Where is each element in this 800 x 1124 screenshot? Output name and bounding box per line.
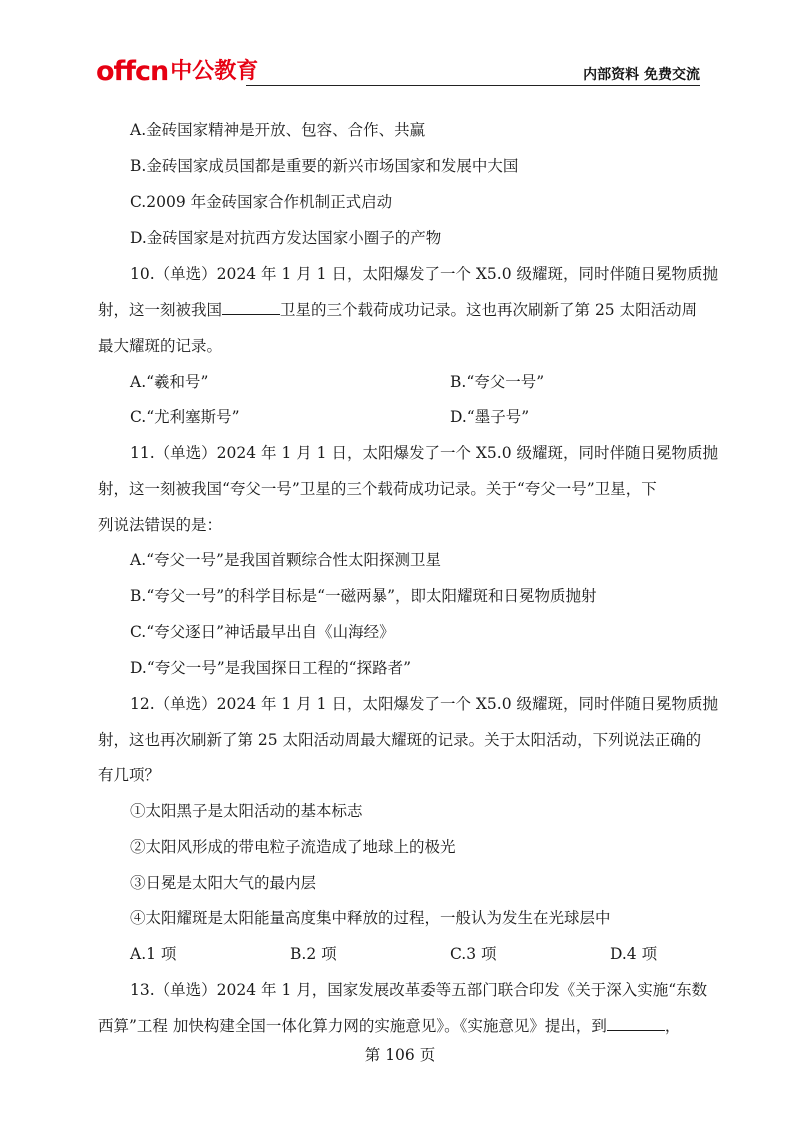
- q12-stem-line-1: 12.（单选）2024 年 1 月 1 日，太阳爆发了一个 X5.0 级耀斑，同时伴随日冕物质抛: [130, 695, 718, 713]
- q12-option-b: B.2 项: [290, 945, 337, 963]
- q12-option-a: A.1 项: [130, 945, 177, 963]
- q13-stem-line-2-before: 西算”工程 加快构建全国一体化算力网的实施意见》。《实施意见》提出，到: [98, 1017, 607, 1035]
- q9-option-a: A.金砖国家精神是开放、包容、合作、共赢: [130, 121, 426, 139]
- q10-option-c: C.“尤利塞斯号”: [130, 408, 240, 426]
- q10-stem-line-3: 最大耀斑的记录。: [98, 337, 223, 355]
- q11-option-d: D.“夸父一号”是我国探日工程的“探路者”: [130, 659, 411, 677]
- q12-statement-2: ②太阳风形成的带电粒子流造成了地球上的极光: [130, 838, 456, 856]
- q10-stem-line-2: [98, 300, 697, 320]
- q12-statement-1: ①太阳黑子是太阳活动的基本标志: [130, 802, 363, 820]
- q10-stem-line-1: 10.（单选）2024 年 1 月 1 日，太阳爆发了一个 X5.0 级耀斑，同时伴随日冕物质抛: [130, 265, 718, 283]
- q10-option-b: B.“夸父一号”: [450, 373, 545, 391]
- q12-stem-line-3: 有几项？: [98, 766, 161, 784]
- page-number: 第 106 页: [364, 1046, 436, 1064]
- q9-option-b: B.金砖国家成员国都是重要的新兴市场国家和发展中大国: [130, 157, 519, 175]
- offcn-logo: [96, 58, 258, 86]
- q11-stem-line-3: 列说法错误的是：: [98, 516, 223, 534]
- q12-option-c: C.3 项: [450, 945, 497, 963]
- header-note: 内部资料 免费交流: [583, 67, 700, 83]
- q11-option-b: B.“夸父一号”的科学目标是“一磁两暴”，即太阳耀斑和日冕物质抛射: [130, 587, 597, 605]
- q10-option-d: D.“墨子号”: [450, 408, 530, 426]
- q11-stem-line-1: 11.（单选）2024 年 1 月 1 日，太阳爆发了一个 X5.0 级耀斑，同时伴随日冕物质抛: [130, 444, 718, 462]
- q10-option-a: A.“羲和号”: [130, 373, 209, 391]
- q12-stem-line-2: 射，这也再次刷新了第 25 太阳活动周最大耀斑的记录。关于太阳活动，下列说法正确的: [98, 731, 702, 749]
- q9-option-d: D.金砖国家是对抗西方发达国家小圈子的产物: [130, 229, 442, 247]
- q11-option-c: C.“夸父逐日”神话最早出自《山海经》: [130, 623, 395, 641]
- logo-latin: offcn: [96, 56, 169, 87]
- header-rule: [246, 85, 700, 86]
- q9-option-c: C.2009 年金砖国家合作机制正式启动: [130, 193, 393, 211]
- q13-stem-line-2-after: ，: [664, 1017, 681, 1035]
- q12-statement-4: ④太阳耀斑是太阳能量高度集中释放的过程，一般认为发生在光球层中: [130, 909, 611, 927]
- q12-statement-3: ③日冕是太阳大气的最内层: [130, 874, 317, 892]
- q13-stem-line-2: [98, 1016, 680, 1036]
- answer-blank: [607, 1016, 665, 1031]
- q11-option-a: A.“夸父一号”是我国首颗综合性太阳探测卫星: [130, 551, 441, 569]
- logo-chinese: 中公教育: [170, 59, 259, 84]
- q13-stem-line-1: 13.（单选）2024 年 1 月，国家发展改革委等五部门联合印发《关于深入实施“东数: [130, 981, 708, 999]
- q10-stem-line-2-before: 射，这一刻被我国: [98, 301, 223, 319]
- answer-blank: [222, 300, 280, 315]
- page-header: [96, 58, 700, 88]
- q10-stem-line-2-after: 卫星的三个载荷成功记录。这也再次刷新了第 25 太阳活动周: [280, 301, 698, 319]
- q12-option-d: D.4 项: [610, 945, 658, 963]
- q11-stem-line-2: 射，这一刻被我国“夸父一号”卫星的三个载荷成功记录。关于“夸父一号”卫星，下: [98, 480, 657, 498]
